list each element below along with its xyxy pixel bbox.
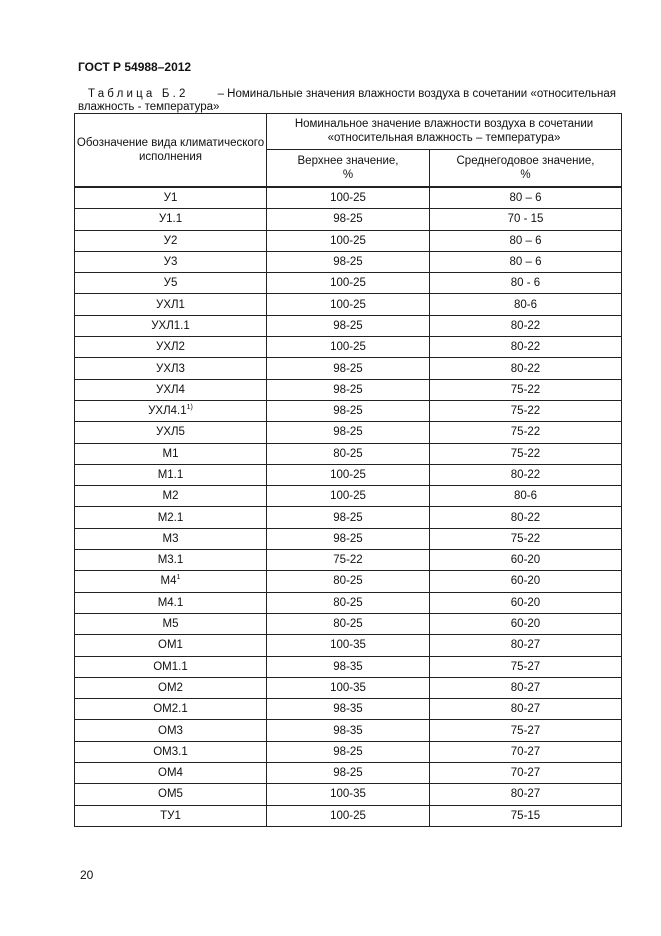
- footnote-marker: 1): [186, 404, 193, 412]
- cell-upper-value: 100-25: [267, 230, 430, 251]
- cell-designation: [75, 209, 267, 230]
- cell-average-value: 80-6: [430, 294, 622, 315]
- table-row: [75, 358, 622, 379]
- table-row: [75, 528, 622, 549]
- cell-average-value: 75-22: [430, 422, 622, 443]
- cell-upper-value: 100-35: [267, 784, 430, 805]
- cell-average-value: 80 – 6: [430, 251, 622, 272]
- designation-text: ОМ2: [158, 681, 183, 694]
- cell-upper-value: 80-25: [267, 592, 430, 613]
- table-row: [75, 230, 622, 251]
- designation-text: УХЛ2: [156, 341, 185, 354]
- table-row: [75, 464, 622, 485]
- table-row: [75, 699, 622, 720]
- cell-average-value: 80-22: [430, 464, 622, 485]
- cell-designation: [75, 656, 267, 677]
- table-row: [75, 379, 622, 400]
- cell-upper-value: 98-35: [267, 656, 430, 677]
- cell-average-value: 80 – 6: [430, 187, 622, 209]
- designation-text: УХЛ3: [156, 362, 185, 375]
- cell-designation: [75, 187, 267, 209]
- cell-average-value: 60-20: [430, 571, 622, 592]
- cell-upper-value: 98-25: [267, 763, 430, 784]
- table-row: [75, 805, 622, 826]
- cell-average-value: 80-6: [430, 486, 622, 507]
- cell-designation: [75, 294, 267, 315]
- table-row: [75, 251, 622, 272]
- cell-upper-value: 98-25: [267, 379, 430, 400]
- table-row: [75, 486, 622, 507]
- cell-average-value: 75-22: [430, 528, 622, 549]
- designation-text: М5: [162, 618, 179, 631]
- cell-average-value: 80 – 6: [430, 230, 622, 251]
- table-row: [75, 273, 622, 294]
- cell-designation: [75, 784, 267, 805]
- cell-average-value: 70-27: [430, 763, 622, 784]
- cell-average-value: 75-22: [430, 400, 622, 421]
- cell-designation: [75, 251, 267, 272]
- table-row: [75, 400, 622, 421]
- table-row: [75, 294, 622, 315]
- designation-text: У1.1: [158, 213, 183, 226]
- designation-text: ОМ4: [158, 767, 183, 780]
- footnote-marker: 1: [176, 574, 181, 582]
- table-row: [75, 209, 622, 230]
- page-number: 20: [80, 868, 94, 882]
- cell-designation: [75, 273, 267, 294]
- cell-average-value: 75-22: [430, 379, 622, 400]
- cell-upper-value: 98-25: [267, 251, 430, 272]
- cell-upper-value: 98-25: [267, 358, 430, 379]
- cell-upper-value: 80-25: [267, 613, 430, 634]
- cell-upper-value: 100-35: [267, 635, 430, 656]
- cell-designation: [75, 337, 267, 358]
- cell-designation: [75, 486, 267, 507]
- designation-text: М2: [162, 490, 179, 503]
- table-body: [75, 187, 622, 826]
- caption-text-line2: влажность - температура»: [78, 101, 220, 113]
- cell-upper-value: 100-25: [267, 805, 430, 826]
- group-header-humidity: Номинальное значение влажности воздуха в сочетании «относительная влажность – температура»: [267, 114, 622, 150]
- designation-text: М1: [162, 447, 179, 460]
- designation-text: М1.1: [157, 469, 184, 481]
- cell-upper-value: 100-25: [267, 337, 430, 358]
- designation-text: ОМ1: [158, 639, 183, 652]
- cell-average-value: 80 - 6: [430, 273, 622, 294]
- cell-average-value: 60-20: [430, 550, 622, 571]
- table-row: [75, 550, 622, 571]
- cell-designation: [75, 677, 267, 698]
- cell-designation: [75, 571, 267, 592]
- designation-text: М3: [162, 532, 179, 545]
- designation-text: ОМ3: [158, 724, 183, 737]
- cell-designation: [75, 699, 267, 720]
- designation-text: М4.1: [157, 596, 184, 609]
- cell-designation: [75, 550, 267, 571]
- table-row: [75, 571, 622, 592]
- cell-upper-value: 98-25: [267, 528, 430, 549]
- cell-average-value: 75-27: [430, 720, 622, 741]
- cell-average-value: 80-27: [430, 699, 622, 720]
- cell-designation: [75, 507, 267, 528]
- humidity-table: [74, 113, 622, 827]
- table-row: [75, 592, 622, 613]
- designation-text: У2: [163, 234, 178, 247]
- cell-upper-value: 100-25: [267, 464, 430, 485]
- table-caption: [78, 88, 616, 114]
- col-header-average-unit: %: [520, 168, 531, 181]
- cell-average-value: 60-20: [430, 613, 622, 634]
- designation-text: М3.1: [157, 554, 184, 567]
- cell-designation: [75, 315, 267, 336]
- cell-designation: [75, 400, 267, 421]
- cell-designation: [75, 358, 267, 379]
- cell-designation: [75, 763, 267, 784]
- designation-text: ОМ3.1: [153, 745, 188, 758]
- designation-text: УХЛ1.1: [151, 319, 190, 332]
- cell-upper-value: 98-35: [267, 720, 430, 741]
- cell-upper-value: 98-25: [267, 507, 430, 528]
- table-row: [75, 187, 622, 209]
- cell-upper-value: 100-25: [267, 486, 430, 507]
- col-header-upper-line1: Верхнее значение,: [297, 154, 399, 167]
- cell-upper-value: 80-25: [267, 443, 430, 464]
- designation-text: ТУ1: [160, 809, 181, 822]
- table-row: [75, 443, 622, 464]
- table-row: [75, 507, 622, 528]
- cell-average-value: 80-22: [430, 315, 622, 336]
- cell-designation: [75, 613, 267, 634]
- cell-designation: [75, 592, 267, 613]
- cell-designation: [75, 443, 267, 464]
- cell-designation: [75, 528, 267, 549]
- cell-average-value: 70-27: [430, 741, 622, 762]
- designation-text: УХЛ4.1: [148, 405, 187, 418]
- table-row: [75, 422, 622, 443]
- cell-designation: [75, 635, 267, 656]
- cell-average-value: 80-27: [430, 635, 622, 656]
- cell-designation: [75, 379, 267, 400]
- table-row: [75, 784, 622, 805]
- col-header-designation: Обозначение вида климатического исполнения: [75, 114, 267, 188]
- table-row: [75, 656, 622, 677]
- col-header-average-line1: Среднегодовое значение,: [456, 154, 595, 167]
- cell-upper-value: 98-25: [267, 315, 430, 336]
- cell-designation: [75, 720, 267, 741]
- designation-text: М2.1: [157, 511, 184, 524]
- cell-average-value: 75-22: [430, 443, 622, 464]
- designation-text: У3: [163, 256, 178, 269]
- cell-designation: [75, 230, 267, 251]
- cell-average-value: 60-20: [430, 592, 622, 613]
- table-row: [75, 677, 622, 698]
- cell-average-value: 80-22: [430, 337, 622, 358]
- cell-upper-value: 98-25: [267, 400, 430, 421]
- table-row: [75, 315, 622, 336]
- cell-upper-value: 98-25: [267, 422, 430, 443]
- designation-text: У5: [163, 277, 178, 290]
- cell-upper-value: 98-25: [267, 741, 430, 762]
- caption-text-line1: – Номинальные значения влажности воздуха в сочетании «относительная: [217, 88, 616, 100]
- cell-upper-value: 100-35: [267, 677, 430, 698]
- col-header-upper-unit: %: [342, 168, 354, 181]
- cell-upper-value: 100-25: [267, 294, 430, 315]
- cell-upper-value: 75-22: [267, 550, 430, 571]
- table-row: [75, 741, 622, 762]
- table-label: Таблица Б.2: [88, 88, 189, 100]
- table-row: [75, 613, 622, 634]
- cell-average-value: 75-15: [430, 805, 622, 826]
- cell-upper-value: 80-25: [267, 571, 430, 592]
- cell-upper-value: 100-25: [267, 187, 430, 209]
- designation-text: ОМ2.1: [153, 703, 188, 716]
- designation-text: УХЛ5: [156, 426, 185, 439]
- cell-upper-value: 98-35: [267, 699, 430, 720]
- cell-average-value: 80-22: [430, 358, 622, 379]
- cell-designation: [75, 422, 267, 443]
- cell-average-value: 80-27: [430, 784, 622, 805]
- designation-text: ОМ5: [158, 788, 183, 801]
- designation-text: У1: [163, 192, 178, 205]
- cell-upper-value: 98-25: [267, 209, 430, 230]
- designation-text: УХЛ1: [156, 298, 185, 311]
- cell-average-value: 80-27: [430, 677, 622, 698]
- table-row: [75, 337, 622, 358]
- table-row: [75, 763, 622, 784]
- cell-average-value: 80-22: [430, 507, 622, 528]
- cell-designation: [75, 805, 267, 826]
- col-header-average: [430, 149, 622, 187]
- table-row: [75, 720, 622, 741]
- table-row: [75, 635, 622, 656]
- cell-upper-value: 100-25: [267, 273, 430, 294]
- designation-text: ОМ1.1: [153, 660, 188, 673]
- designation-text: УХЛ4: [156, 383, 185, 396]
- cell-designation: [75, 464, 267, 485]
- designation-text: М4: [160, 575, 177, 588]
- document-code: ГОСТ Р 54988–2012: [78, 60, 192, 74]
- cell-designation: [75, 741, 267, 762]
- cell-average-value: 70 - 15: [430, 209, 622, 230]
- cell-average-value: 75-27: [430, 656, 622, 677]
- col-header-upper: [267, 149, 430, 187]
